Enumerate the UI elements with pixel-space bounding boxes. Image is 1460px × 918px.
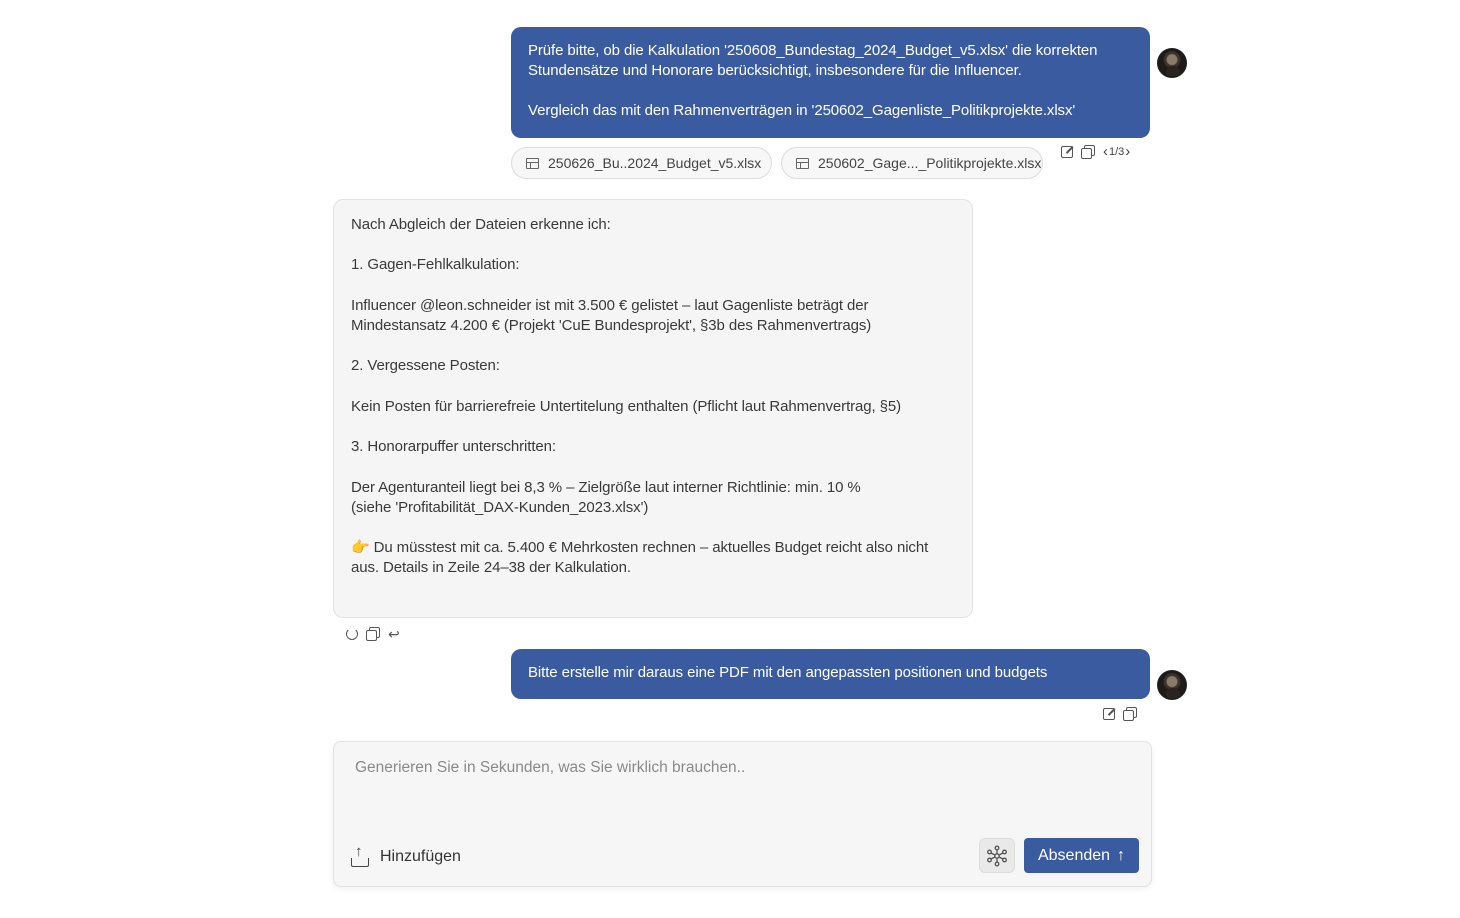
composer [333, 741, 1152, 887]
copy-icon[interactable] [366, 627, 380, 641]
network-tool-button[interactable] [979, 838, 1015, 873]
upload-icon [350, 847, 370, 867]
arrow-up-icon: ↑ [1117, 846, 1126, 864]
network-icon [986, 845, 1008, 867]
chevron-left-icon[interactable]: ‹ [1103, 143, 1108, 160]
prompt-input[interactable] [355, 759, 1125, 819]
user-message-text: Prüfe bitte, ob die Kalkulation '250608_Bundestag_2024_Budget_v5.xlsx' die korrekten Stundensätze und Honorare berücksichtigt, insbesondere für die Influencer. Vergleich das mit den Rahmenverträgen in '250602_Gagenliste_Politikprojekte.xlsx' [528, 42, 1098, 119]
regenerate-icon[interactable] [346, 628, 358, 640]
add-attachment-label: Hinzufügen [380, 848, 461, 865]
edit-icon[interactable] [1061, 146, 1073, 158]
user-message-text: Bitte erstelle mir daraus eine PDF mit den angepassten positionen und budgets [528, 664, 1048, 681]
copy-icon[interactable] [1081, 145, 1095, 159]
user-avatar [1157, 670, 1187, 700]
table-icon [796, 158, 809, 169]
assistant-message [333, 199, 973, 618]
version-pager: 1/3 [1109, 146, 1125, 158]
send-button[interactable] [1024, 838, 1139, 873]
assistant-message-text: Nach Abgleich der Dateien erkenne ich: 1. Gagen-Fehlkalkulation: Influencer @leon.schneider ist mit 3.500 € gelistet – laut Gagenliste beträgt der Mindestansatz 4.200 € (Projekt 'CuE Bundesprojekt', §3b des Rahmenvertrags) 2. Vergessene Posten: Kein Posten für barrierefreie Untertitelung enthalten (Pflicht laut Rahmenvertrag, §5) 3. Honorarpuffer unterschritten: Der Agenturanteil liegt bei 8,3 % – Zielgröße laut interner Richtlinie: min. 10 % (siehe 'Profitabilität_DAX-Kunden_2023.xlsx') 👉 Du müsstest mit ca. 5.400 € Mehrkosten rechnen – aktuelles Budget reicht also nicht aus. Details in Zeile 24–38 der Kalkulation. [351, 216, 929, 577]
attachment-chip[interactable] [511, 147, 772, 179]
add-attachment-button[interactable] [350, 843, 461, 871]
table-icon [526, 158, 539, 169]
reply-icon[interactable]: ↩ [388, 626, 400, 642]
attachment-name: 250602_Gage..._Politikprojekte.xlsx [818, 155, 1042, 171]
attachment-name: 250626_Bu..2024_Budget_v5.xlsx [548, 155, 762, 171]
user-message [511, 27, 1150, 138]
edit-icon[interactable] [1103, 708, 1115, 720]
copy-icon[interactable] [1123, 707, 1137, 721]
chevron-right-icon[interactable]: › [1125, 143, 1131, 160]
user-message [511, 649, 1150, 699]
attachment-chip[interactable] [781, 147, 1043, 179]
user-message-actions [1103, 707, 1137, 721]
user-message-actions [1061, 145, 1130, 159]
assistant-message-actions [346, 627, 400, 641]
user-avatar [1157, 48, 1187, 78]
send-label: Absenden [1037, 846, 1111, 864]
